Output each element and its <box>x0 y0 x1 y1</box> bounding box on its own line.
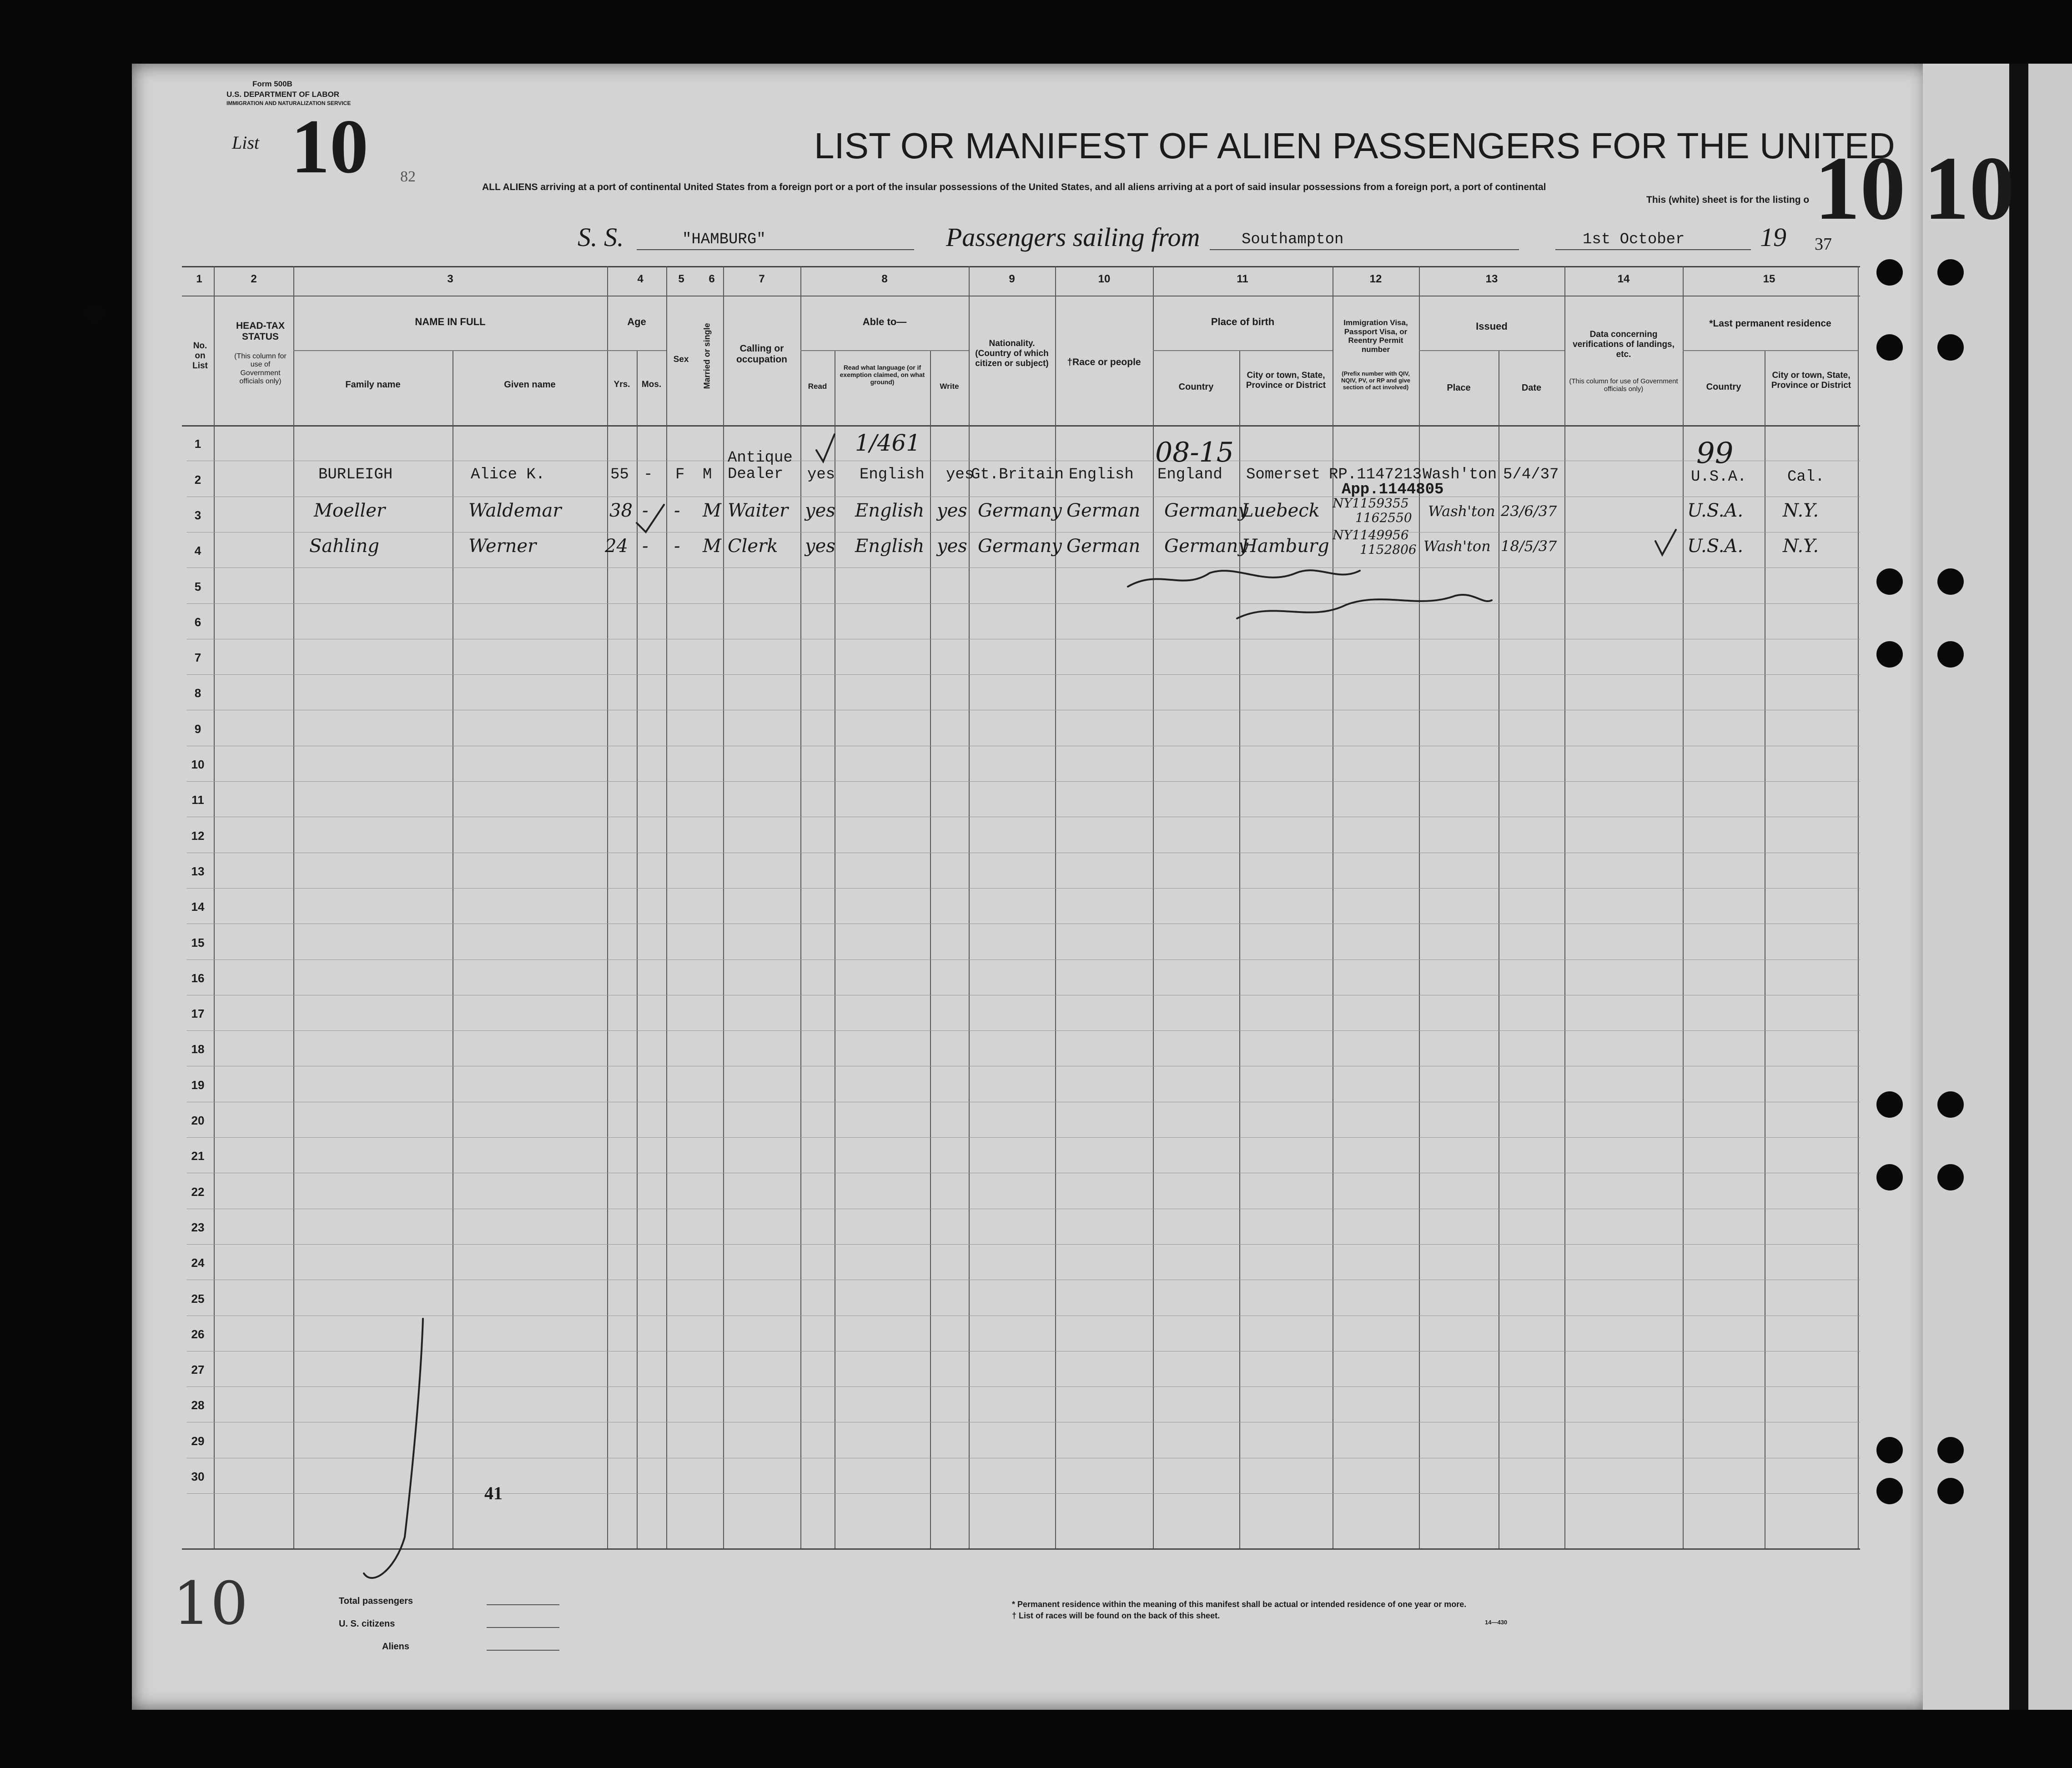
row1-birth-city: Somerset <box>1246 466 1321 483</box>
row3-read: yes <box>805 536 835 557</box>
row3-given-name: Werner <box>468 536 537 557</box>
row-number: 12 <box>191 829 205 843</box>
header-issued-date: Date <box>1521 383 1542 393</box>
header-mos: Mos. <box>641 380 662 389</box>
row3-married: M <box>703 536 721 557</box>
row-number: 23 <box>191 1221 205 1234</box>
header-sex: Sex <box>673 355 689 364</box>
row3-sex: - <box>674 536 680 557</box>
row-number: 20 <box>191 1114 205 1127</box>
birth-annotation: 08-15 <box>1155 437 1234 468</box>
row1-family-name: BURLEIGH <box>318 466 393 483</box>
row-number: 30 <box>191 1470 205 1483</box>
header-read: Read <box>808 382 827 391</box>
row2-age-yrs: 38 <box>609 500 633 521</box>
row3-issued-place: Wash'ton <box>1423 537 1491 555</box>
row1-married: M <box>703 466 712 483</box>
row2-write: yes <box>937 500 967 521</box>
tally-stroke <box>364 1319 423 1578</box>
row1-res-city: Cal. <box>1787 468 1825 486</box>
footer-note-residence: * Permanent residence within the meaning of this manifest shall be actual or intended residence of one year or more. <box>1012 1600 1467 1609</box>
row3-age-mos: - <box>642 536 649 557</box>
row3-nationality: Germany <box>978 536 1062 557</box>
row2-calling: Waiter <box>728 500 789 521</box>
row1-age-yrs: 55 <box>610 466 629 483</box>
column-number: 4 <box>637 273 644 285</box>
header-age: Age <box>627 316 646 327</box>
row1-res-country: U.S.A. <box>1691 468 1747 486</box>
header-last-residence: *Last permanent residence <box>1709 318 1831 329</box>
header-birth-country: Country <box>1178 382 1214 392</box>
language-annotation: 1/461 <box>855 430 921 456</box>
column-number: 6 <box>709 273 715 285</box>
row1-age-mos: - <box>644 466 653 483</box>
row-number: 25 <box>191 1292 205 1306</box>
header-birth-city: City or town, State, Province or District <box>1246 371 1326 390</box>
row-number: 10 <box>191 758 205 771</box>
row3-res-city: N.Y. <box>1783 536 1819 557</box>
header-yrs: Yrs. <box>614 380 630 389</box>
row2-res-city: N.Y. <box>1783 500 1819 521</box>
row1-given-name: Alice K. <box>471 466 545 483</box>
row-number: 6 <box>194 615 201 629</box>
header-nationality: Nationality. (Country of which citizen or subject) <box>975 339 1049 368</box>
row-number: 5 <box>194 580 201 593</box>
header-no-on-list: No. on List <box>192 341 208 371</box>
footer-note-races: † List of races will be found on the back of this sheet. <box>1012 1611 1220 1620</box>
row3-issued-date: 18/5/37 <box>1501 537 1557 555</box>
row-number: 14 <box>191 900 205 914</box>
row3-calling: Clerk <box>728 536 778 557</box>
column-number: 11 <box>1237 273 1248 285</box>
row-number: 7 <box>194 651 201 664</box>
header-place-of-birth: Place of birth <box>1211 316 1275 327</box>
row-number: 11 <box>191 793 204 807</box>
ss-label: S. S. <box>578 222 624 252</box>
row-number: 19 <box>191 1078 205 1092</box>
row3-family-name: Sahling <box>309 536 379 557</box>
signature-stroke <box>1128 570 1360 587</box>
row2-married: M <box>703 500 721 521</box>
signature-stroke <box>1237 595 1492 618</box>
row-number: 18 <box>191 1042 205 1056</box>
sailing-port: Southampton <box>1242 231 1344 248</box>
list-label: List <box>232 132 260 153</box>
header-given-name: Given name <box>504 380 556 390</box>
residence-annotation: 99 <box>1696 437 1734 470</box>
row2-sex: - <box>674 500 680 521</box>
row3-write: yes <box>937 536 967 557</box>
footer-code: 14—430 <box>1485 1619 1508 1626</box>
row-number: 16 <box>191 971 205 985</box>
row-number: 9 <box>194 722 201 736</box>
year-suffix: 37 <box>1815 235 1832 254</box>
column-number: 3 <box>447 273 453 285</box>
row2-read: yes <box>805 500 835 521</box>
row-number: 26 <box>191 1327 205 1341</box>
row3-race: German <box>1066 536 1141 557</box>
row-number: 3 <box>194 508 201 522</box>
row2-birth-city: Luebeck <box>1242 500 1320 521</box>
row2-family-name: Moeller <box>314 500 386 521</box>
row-number: 1 <box>194 437 201 451</box>
strip-number: 10 <box>1924 138 2015 239</box>
row3-res-country: U.S.A. <box>1687 536 1744 557</box>
header-visa: Immigration Visa, Passport Visa, or Reentry Permit number <box>1343 318 1408 354</box>
row-number: 29 <box>191 1434 205 1448</box>
row1-nationality: Gt.Britain <box>971 466 1064 483</box>
row1-calling: Antique Dealer <box>728 449 793 483</box>
header-calling: Calling or occupation <box>736 343 787 365</box>
header-head-tax: HEAD-TAX STATUS <box>236 321 285 342</box>
column-number: 2 <box>251 273 257 285</box>
row-number: 15 <box>191 936 205 949</box>
header-res-city: City or town, State, Province or District <box>1771 371 1851 390</box>
header-visa-note: (Prefix number with QIV, NQIV, PV, or RP and give section of act involved) <box>1341 370 1410 391</box>
row1-visa-app: App.1144805 <box>1342 481 1444 498</box>
footer-total-passengers: Total passengers <box>339 1596 413 1606</box>
sailing-date: 1st October <box>1583 231 1685 248</box>
row-number: 28 <box>191 1398 205 1412</box>
row1-sex: F <box>675 466 685 483</box>
row-number: 13 <box>191 864 205 878</box>
row2-given-name: Waldemar <box>468 500 562 521</box>
header-write: Write <box>940 382 959 391</box>
row-number: 17 <box>191 1007 205 1020</box>
header-married: Married or single <box>702 323 712 389</box>
row2-age-mos: - <box>642 500 649 521</box>
row3-visa-second: 1152806 <box>1360 542 1417 557</box>
right-big-number: 10 <box>1815 138 1906 239</box>
column-number: 7 <box>759 273 765 285</box>
row1-issued-place: Wash'ton <box>1423 466 1497 483</box>
footer-us-citizens: U. S. citizens <box>339 1619 395 1629</box>
row3-birth-country: Germany <box>1164 536 1248 557</box>
corner-mark: 82 <box>400 168 416 185</box>
row1-race: English <box>1069 466 1134 483</box>
row1-read: yes <box>807 466 835 483</box>
row1-issued-date: 5/4/37 <box>1503 466 1559 483</box>
header-name-in-full: NAME IN FULL <box>415 316 486 327</box>
column-number: 1 <box>196 273 202 285</box>
header-res-country: Country <box>1706 382 1741 392</box>
header-issued: Issued <box>1476 321 1508 332</box>
row-number: 2 <box>194 473 201 487</box>
row1-language: English <box>860 466 925 483</box>
check-mark <box>1655 530 1676 555</box>
header-landings: Data concerning verifications of landings, etc. <box>1573 330 1675 359</box>
column-number: 15 <box>1763 273 1775 285</box>
row2-visa: NY1159355 <box>1333 496 1409 511</box>
manifest-title: LIST OR MANIFEST OF ALIEN PASSENGERS FOR THE UNITED <box>814 126 1895 166</box>
header-landings-note: (This column for use of Government officials only) <box>1569 377 1678 393</box>
row1-write: yes <box>946 466 974 483</box>
manifest-subtitle: ALL ALIENS arriving at a port of continental United States from a foreign port or a port of the insular possessions of the United States, and all aliens arriving at a port of said insular possessions from a foreign port, a port of continental <box>482 182 1546 192</box>
form-number: Form 500B <box>252 80 292 88</box>
row-number: 21 <box>191 1149 205 1163</box>
column-number: 9 <box>1009 273 1015 285</box>
column-number: 10 <box>1098 273 1111 285</box>
service-name: IMMIGRATION AND NATURALIZATION SERVICE <box>226 100 351 106</box>
row2-race: German <box>1066 500 1141 521</box>
row-number: 4 <box>194 544 201 558</box>
row1-visa: RP.1147213 <box>1329 466 1422 483</box>
check-mark <box>816 434 835 462</box>
row-number: 27 <box>191 1363 205 1376</box>
row3-visa: NY1149956 <box>1333 527 1409 542</box>
check-mark <box>637 505 664 532</box>
column-number: 13 <box>1485 273 1498 285</box>
header-read-language: Read what language (or if exemption claimed, on what ground) <box>840 364 925 386</box>
row3-age-yrs: 24 <box>605 536 628 557</box>
row2-nationality: Germany <box>978 500 1062 521</box>
row2-birth-country: Germany <box>1164 500 1248 521</box>
row2-language: English <box>855 500 925 521</box>
row3-birth-city: Hamburg <box>1242 536 1329 557</box>
footer-aliens: Aliens <box>382 1642 410 1652</box>
row3-language: English <box>855 536 925 557</box>
row1-birth-country: England <box>1157 466 1222 483</box>
page-count: 41 <box>484 1483 503 1503</box>
column-number: 12 <box>1369 273 1382 285</box>
row-number: 24 <box>191 1256 205 1270</box>
header-race: †Race or people <box>1067 357 1141 367</box>
year-prefix: 19 <box>1760 222 1786 252</box>
header-head-tax-note: (This column for use of Government officials only) <box>234 352 287 386</box>
column-number: 5 <box>678 273 684 285</box>
row2-visa-second: 1162550 <box>1355 510 1412 525</box>
header-issued-place: Place <box>1447 383 1471 393</box>
sailing-label: Passengers sailing from <box>946 222 1200 252</box>
department-name: U.S. DEPARTMENT OF LABOR <box>226 90 340 99</box>
row2-issued-date: 23/6/37 <box>1501 502 1557 520</box>
header-family-name: Family name <box>345 380 401 390</box>
row-number: 22 <box>191 1185 205 1199</box>
header-able-to: Able to— <box>862 316 907 327</box>
column-number: 8 <box>881 273 888 285</box>
row2-res-country: U.S.A. <box>1687 500 1744 521</box>
list-number: 10 <box>291 104 368 189</box>
row2-issued-place: Wash'ton <box>1428 502 1495 520</box>
row-number: 8 <box>194 686 201 700</box>
margin-number: 10 <box>173 1569 248 1638</box>
white-sheet-note: This (white) sheet is for the listing o <box>1646 195 1810 205</box>
ship-name: "HAMBURG" <box>682 231 766 248</box>
column-number: 14 <box>1617 273 1630 285</box>
